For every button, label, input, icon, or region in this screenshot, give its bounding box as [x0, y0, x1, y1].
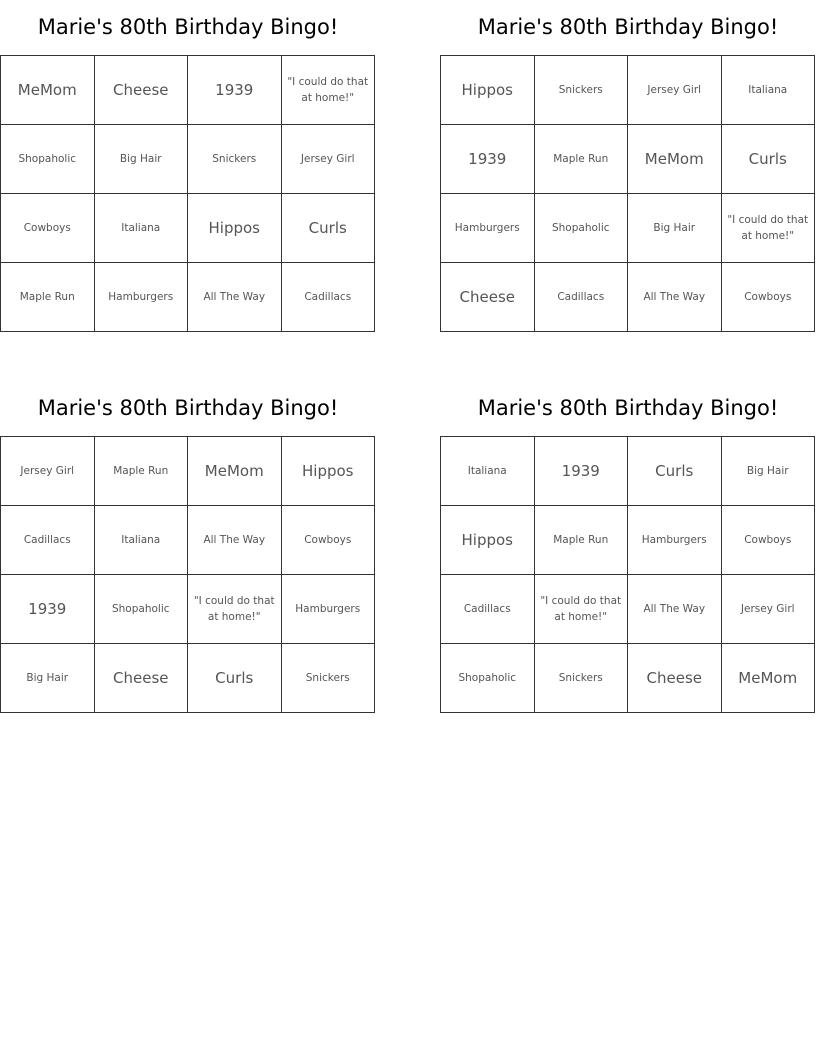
card-title: Marie's 80th Birthday Bingo! [477, 396, 779, 420]
bingo-cell: Hippos [188, 194, 282, 263]
bingo-cell: MeMom [1, 56, 95, 125]
card-title: Marie's 80th Birthday Bingo! [37, 15, 339, 39]
bingo-cell: Cheese [94, 56, 188, 125]
grid-row [441, 56, 815, 125]
bingo-cell: Curls [721, 125, 815, 194]
bingo-cell: Hippos [441, 506, 535, 575]
bingo-cell: "I could do that at home!" [721, 194, 815, 263]
bingo-cell: 1939 [441, 125, 535, 194]
bingo-cell: Big Hair [628, 194, 722, 263]
bingo-cell: Curls [281, 194, 375, 263]
bingo-cell: Shopaholic [441, 644, 535, 713]
bingo-cell: Cadillacs [1, 506, 95, 575]
bingo-cell: Jersey Girl [628, 56, 722, 125]
bingo-cell: Cowboys [1, 194, 95, 263]
bingo-cell: MeMom [628, 125, 722, 194]
grid-row [1, 263, 375, 332]
bingo-cell: Hippos [281, 437, 375, 506]
bingo-grid [0, 436, 375, 713]
bingo-cell: Italiana [441, 437, 535, 506]
bingo-cell: Jersey Girl [721, 575, 815, 644]
bingo-cell: Big Hair [94, 125, 188, 194]
grid-row [1, 644, 375, 713]
bingo-cell: Cadillacs [281, 263, 375, 332]
bingo-cell: MeMom [721, 644, 815, 713]
bingo-cell: Jersey Girl [281, 125, 375, 194]
grid-row [1, 437, 375, 506]
grid-row [441, 263, 815, 332]
bingo-cell: Curls [628, 437, 722, 506]
bingo-cell: All The Way [188, 263, 282, 332]
bingo-cell: Shopaholic [94, 575, 188, 644]
grid-row [1, 506, 375, 575]
grid-row [441, 575, 815, 644]
bingo-card [0, 0, 376, 332]
bingo-cell: 1939 [534, 437, 628, 506]
grid-row [441, 506, 815, 575]
grid-row [1, 575, 375, 644]
grid-row [1, 194, 375, 263]
bingo-cell: Hamburgers [628, 506, 722, 575]
grid-row [441, 644, 815, 713]
bingo-cell: Hamburgers [281, 575, 375, 644]
bingo-cell: Jersey Girl [1, 437, 95, 506]
bingo-cell: Snickers [534, 644, 628, 713]
grid-row [1, 125, 375, 194]
card-title: Marie's 80th Birthday Bingo! [37, 396, 339, 420]
bingo-cell: "I could do that at home!" [188, 575, 282, 644]
bingo-cell: Italiana [94, 506, 188, 575]
bingo-cell: Cheese [628, 644, 722, 713]
bingo-cell: Maple Run [534, 506, 628, 575]
bingo-cell: Cowboys [721, 506, 815, 575]
bingo-cell: Maple Run [94, 437, 188, 506]
bingo-card [440, 381, 816, 713]
bingo-cell: Big Hair [1, 644, 95, 713]
bingo-cell: Shopaholic [1, 125, 95, 194]
bingo-cell: Cowboys [281, 506, 375, 575]
bingo-cell: Hamburgers [441, 194, 535, 263]
bingo-card [440, 0, 816, 332]
bingo-cell: Curls [188, 644, 282, 713]
bingo-cell: Maple Run [1, 263, 95, 332]
grid-row [441, 125, 815, 194]
bingo-cell: Cheese [441, 263, 535, 332]
bingo-cell: All The Way [188, 506, 282, 575]
bingo-cell: Shopaholic [534, 194, 628, 263]
bingo-cell: MeMom [188, 437, 282, 506]
bingo-cell: Big Hair [721, 437, 815, 506]
bingo-grid [440, 436, 815, 713]
bingo-cell: Hippos [441, 56, 535, 125]
bingo-grid [0, 55, 375, 332]
bingo-cell: Cheese [94, 644, 188, 713]
bingo-cell: Italiana [94, 194, 188, 263]
grid-row [1, 56, 375, 125]
bingo-cell: Snickers [281, 644, 375, 713]
grid-row [441, 437, 815, 506]
bingo-cell: Snickers [534, 56, 628, 125]
bingo-cell: All The Way [628, 263, 722, 332]
card-title: Marie's 80th Birthday Bingo! [477, 15, 779, 39]
bingo-cell: Cadillacs [441, 575, 535, 644]
bingo-cell: "I could do that at home!" [281, 56, 375, 125]
bingo-cell: Hamburgers [94, 263, 188, 332]
grid-row [441, 194, 815, 263]
bingo-cell: 1939 [1, 575, 95, 644]
bingo-grid [440, 55, 815, 332]
bingo-cell: "I could do that at home!" [534, 575, 628, 644]
bingo-cell: Maple Run [534, 125, 628, 194]
bingo-cell: Cowboys [721, 263, 815, 332]
bingo-cell: Italiana [721, 56, 815, 125]
bingo-cell: Cadillacs [534, 263, 628, 332]
bingo-card [0, 381, 376, 713]
bingo-cell: Snickers [188, 125, 282, 194]
bingo-cell: 1939 [188, 56, 282, 125]
bingo-cell: All The Way [628, 575, 722, 644]
